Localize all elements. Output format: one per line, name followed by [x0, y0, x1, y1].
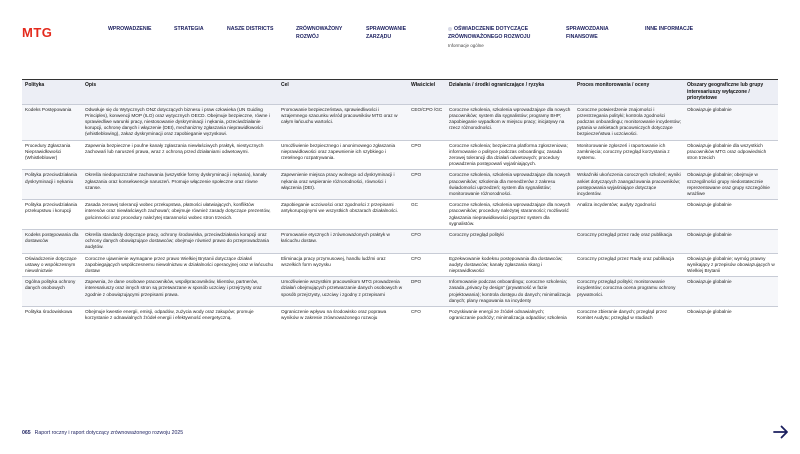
- cell-wlasciciel: CFO: [408, 306, 446, 323]
- active-indicator-icon: [448, 27, 452, 31]
- table-row: [22, 170, 778, 200]
- cell-cel: Zapobieganie uczciwości oraz zgodności z przepisami antykorupcyjnymi we wszystkich obszarach działalności.: [278, 200, 408, 230]
- cell-dzialania: Coroczne szkolenia, szkolenia wprowadzające dla nowych pracowników; szkolenia dla menedżerów z zakresu świadomości uprzedzeń; system dla sygnalistów; monitorowanie różnorodności.: [446, 170, 574, 200]
- cell-wlasciciel: DPO: [408, 277, 446, 307]
- header-dzialania: Działania / środki ograniczające / ryzyka: [446, 80, 574, 104]
- cell-dzialania: Egzekwowanie kodeksu postępowania dla dostawców; audyty dostawców; kanały zgłaszania skarg i nieprawidłowości: [446, 253, 574, 277]
- cell-polityka: Polityka przeciwdziałania przekupstwu i korupcji: [22, 200, 82, 230]
- cell-polityka: Procedury Zgłaszania Nieprawidłowości (Whistleblower): [22, 140, 82, 170]
- nav-inne-informacje[interactable]: INNE INFORMACJE: [645, 26, 694, 32]
- cell-cel: Ograniczenie wpływu na środowisko oraz poprawa wyników w zakresie zrównoważonego rozwoju: [278, 306, 408, 323]
- nav-sprawowanie-zarzadu[interactable]: SPRAWOWANIE ZARZĄDU: [366, 26, 407, 40]
- nav-zrownowazony-rozwoj[interactable]: ZRÓWNOWAŻONY ROZWÓJ: [296, 26, 343, 40]
- header-obszary: Obszary geograficzne lub grupy interesariuszy wyłączone / priorytetowe: [684, 80, 778, 104]
- top-navigation: [0, 0, 800, 70]
- header-proces: Proces monitorowania / oceny: [574, 80, 684, 104]
- table-row: [22, 140, 778, 170]
- cell-obszary: Obowiązuje globalnie dla wszystkich pracowników MTG oraz odpowiednich stron trzecich: [684, 140, 778, 170]
- cell-obszary: Obowiązuje globalnie: [684, 277, 778, 307]
- table-row: [22, 306, 778, 323]
- cell-cel: Promowanie bezpieczeństwa, sprawiedliwości i wzajemnego szacunku wśród pracowników MTG oraz w całym łańcuchu wartości.: [278, 104, 408, 140]
- cell-dzialania: Coroczne szkolenia; bezpieczna platforma zgłoszeniowa; informowanie o polityce podczas onboardingu; zasada zerowej tolerancji dla działań odwetowych; procedury prowadzenia postępowań wyjaśniających.: [446, 140, 574, 170]
- nav-oswiadczenie-sub[interactable]: Informacje ogólne: [448, 43, 484, 48]
- cell-proces: Coroczny przegląd polityki; monitorowanie incydentów; coroczna ocena programu ochrony prywatności.: [574, 277, 684, 307]
- cell-opis: Obejmuje kwestie energii, emisji, odpadów, zużycia wody oraz zakupów; promuje korzystanie z odnawialnych źródeł energii i efektywność energetyczną.: [82, 306, 278, 323]
- policy-table-container: [22, 79, 778, 428]
- cell-polityka: Oświadczenie dotyczące ustawy o współczesnym niewolnictwie: [22, 253, 82, 277]
- cell-obszary: Obowiązuje globalnie; obejmuje w szczególności grupy niedostatecznie reprezentowane oraz grupy szczególnie wrażliwe: [684, 170, 778, 200]
- cell-proces: Coroczny przegląd przez radę oraz publikacja: [574, 229, 684, 253]
- nav-strategia[interactable]: STRATEGIA: [174, 26, 204, 32]
- nav-oswiadczenie[interactable]: [448, 25, 546, 50]
- cell-wlasciciel: CFO: [408, 253, 446, 277]
- cell-opis: Zapewnia bezpieczne i poufne kanały zgłaszania niewłaściwych praktyk, niestycznych zachowań lub naruszeń prawa, wraz z ochroną przed działaniami odwetowymi.: [82, 140, 278, 170]
- cell-opis: Określa niedopuszczalne zachowania (wszystkie formy dyskryminacji i nękania), kanały zgłaszania oraz konsekwencje naruszeń. Promuje włączenie społeczne oraz równe szanse.: [82, 170, 278, 200]
- report-title: Raport roczny i raport dotyczący zrównoważonego rozwoju 2025: [34, 430, 184, 436]
- page-footer: [22, 430, 183, 436]
- cell-proces: Coroczne potwierdzenie znajomości i przestrzegania polityki; kontrola zgodności podczas onboardingu; monitorowanie incydentów; pytania w ankietach pracowniczych dotyczące bezpieczeństwa i uczciwości.: [574, 104, 684, 140]
- cell-wlasciciel: CEO/CPO /GC: [408, 104, 446, 140]
- cell-proces: Coroczne zbieranie danych; przegląd przez Komitet Audytu; przegląd w studiach: [574, 306, 684, 323]
- cell-opis: Zapewnia, że dane osobowe pracowników, współpracowników, klientów, partnerów, interesariuszy oraz innych stron są przetwarzane w sposób uczciwy i przejrzysty oraz zgodnie z obowiązującymi przepisami prawa.: [82, 277, 278, 307]
- table-header-row: [22, 80, 778, 104]
- cell-cel: Zapewnienie miejsca pracy wolnego od dyskryminacji i nękania oraz wspieranie różnorodności, równości i włączenia (DEI).: [278, 170, 408, 200]
- table-row: [22, 104, 778, 140]
- cell-dzialania: Coroczne szkolenia, szkolenia wprowadzające dla nowych pracowników; procedury należytej staranności; możliwość zgłaszania nieprawidłowości poprzez system dla sygnalistów.: [446, 200, 574, 230]
- cell-polityka: Ogólna polityka ochrony danych osobowych: [22, 277, 82, 307]
- page-number: 065: [22, 430, 31, 436]
- policy-table: [22, 80, 778, 323]
- cell-opis: Coroczne ujawnienie wymagane przez prawo Wielkiej Brytanii dotyczące działań zapobiegających współczesnemu niewolnictwu w działalności operacyjnej oraz w łańcuchu dostaw: [82, 253, 278, 277]
- mtg-logo[interactable]: MTG: [22, 25, 53, 40]
- cell-cel: Umożliwienie bezpiecznego i anonimowego zgłaszania nieprawidłowości oraz zapewnienie ich szybkiego i rzetelnego rozpatrywania.: [278, 140, 408, 170]
- cell-dzialania: Coroczne szkolenia, szkolenia wprowadzające dla nowych pracowników; system dla sygnalistów; programy BHP; zapobieganie wypadkom w miejscu pracy; inicjatywy na rzecz różnorodności.: [446, 104, 574, 140]
- cell-cel: Eliminacja pracy przymusowej, handlu ludźmi oraz wszelkich form wyzysku: [278, 253, 408, 277]
- table-row: [22, 229, 778, 253]
- nav-wprowadzenie[interactable]: WPROWADZENIE: [108, 26, 152, 32]
- cell-dzialania: Informowanie podczas onboardingu; coroczne szkolenia; zasada „privacy by design” (prywatność w fazie projektowania); kontrola dostępu do danych; minimalizacja danych; plany reagowania na incydenty: [446, 277, 574, 307]
- header-wlasciciel: Właściciel: [408, 80, 446, 104]
- cell-opis: Odwołuje się do Wytycznych ONZ dotyczących biznesu i praw człowieka (UN Guiding Principles), konwencji MOP (ILO) oraz wytycznych OECD. Obejmuje bezpieczne, równe i sprawiedliwe warunki pracy, niestosowanie dyskryminacji i nękania, przeciwdziałanie korupcji, ochronę danych i włączenie (DEI), mechanizmy zgłaszania nieprawidłowości (whistleblowing), zakaz dyskryminacji oraz zapobieganie wyzyskowi.: [82, 104, 278, 140]
- cell-obszary: Obowiązuje globalnie; wymóg prawny wynikający z przepisów obowiązujących w Wielkiej Brytanii: [684, 253, 778, 277]
- cell-obszary: Obowiązuje globalnie: [684, 306, 778, 323]
- cell-proces: Monitorowanie zgłoszeń i raportowanie ich zamknięcia; coroczny przegląd korzystania z systemu.: [574, 140, 684, 170]
- cell-cel: Umożliwienie wszystkim pracownikom MTG prowadzenia działań obejmujących przetwarzanie danych osobowych w sposób przejrzysty, uczciwy i zgodny z przepisami: [278, 277, 408, 307]
- cell-cel: Promowanie etycznych i zrównoważonych praktyk w łańcuchu dostaw.: [278, 229, 408, 253]
- cell-opis: Zasada zerowej tolerancji wobec przekupstwa, płatności ułatwiających, konfliktów interesów oraz niewłaściwych zachowań; obejmuje również zasady dotyczące prezentów, gościnności oraz procedury należytej staranności wobec stron trzecich.: [82, 200, 278, 230]
- next-page-arrow-icon[interactable]: [773, 425, 789, 439]
- cell-polityka: Kodeks Postępowania: [22, 104, 82, 140]
- cell-obszary: Obowiązuje globalnie: [684, 229, 778, 253]
- cell-wlasciciel: CFO: [408, 229, 446, 253]
- cell-polityka: Polityka środowiskowa: [22, 306, 82, 323]
- table-row: [22, 200, 778, 230]
- cell-dzialania: Pozyskiwanie energii ze źródeł odnawialnych; ograniczanie podróży; minimalizacja odpadów; szkolenia: [446, 306, 574, 323]
- cell-wlasciciel: CPO: [408, 140, 446, 170]
- cell-obszary: Obowiązuje globalnie: [684, 104, 778, 140]
- table-row: [22, 277, 778, 307]
- cell-proces: Wskaźniki ukończenia corocznych szkoleń; wyniki ankiet dotyczących zaangażowania pracowników; postępowania wyjaśniające dotyczące incydentów.: [574, 170, 684, 200]
- cell-wlasciciel: CPO: [408, 170, 446, 200]
- nav-oswiadczenie-label: OŚWIADCZENIE DOTYCZĄCE ZRÓWNOWAŻONEGO ROZWOJU: [448, 26, 531, 40]
- cell-dzialania: Coroczny przegląd polityki: [446, 229, 574, 253]
- cell-proces: Analiza incydentów; audyty zgodności: [574, 200, 684, 230]
- cell-polityka: Polityka przeciwdziałania dyskryminacji i nękaniu: [22, 170, 82, 200]
- header-polityka: Polityka: [22, 80, 82, 104]
- cell-polityka: Kodeks postępowania dla dostawców: [22, 229, 82, 253]
- table-row: [22, 253, 778, 277]
- header-opis: Opis: [82, 80, 278, 104]
- cell-proces: Coroczny przegląd przez Radę oraz publikacja: [574, 253, 684, 277]
- cell-obszary: Obowiązuje globalnie: [684, 200, 778, 230]
- nav-nasze-districts[interactable]: NASZE DISTRICTS: [227, 26, 274, 32]
- cell-wlasciciel: GC: [408, 200, 446, 230]
- cell-opis: Określa standardy dotyczące pracy, ochrony środowiska, przeciwdziałania korupcji oraz ochrony danych obowiązujące dostawców; obejmuje również prawo do przeprowadzania audytów.: [82, 229, 278, 253]
- header-cel: Cel: [278, 80, 408, 104]
- nav-sprawozdania-finansowe[interactable]: SPRAWOZDANIA FINANSOWE: [566, 26, 609, 40]
